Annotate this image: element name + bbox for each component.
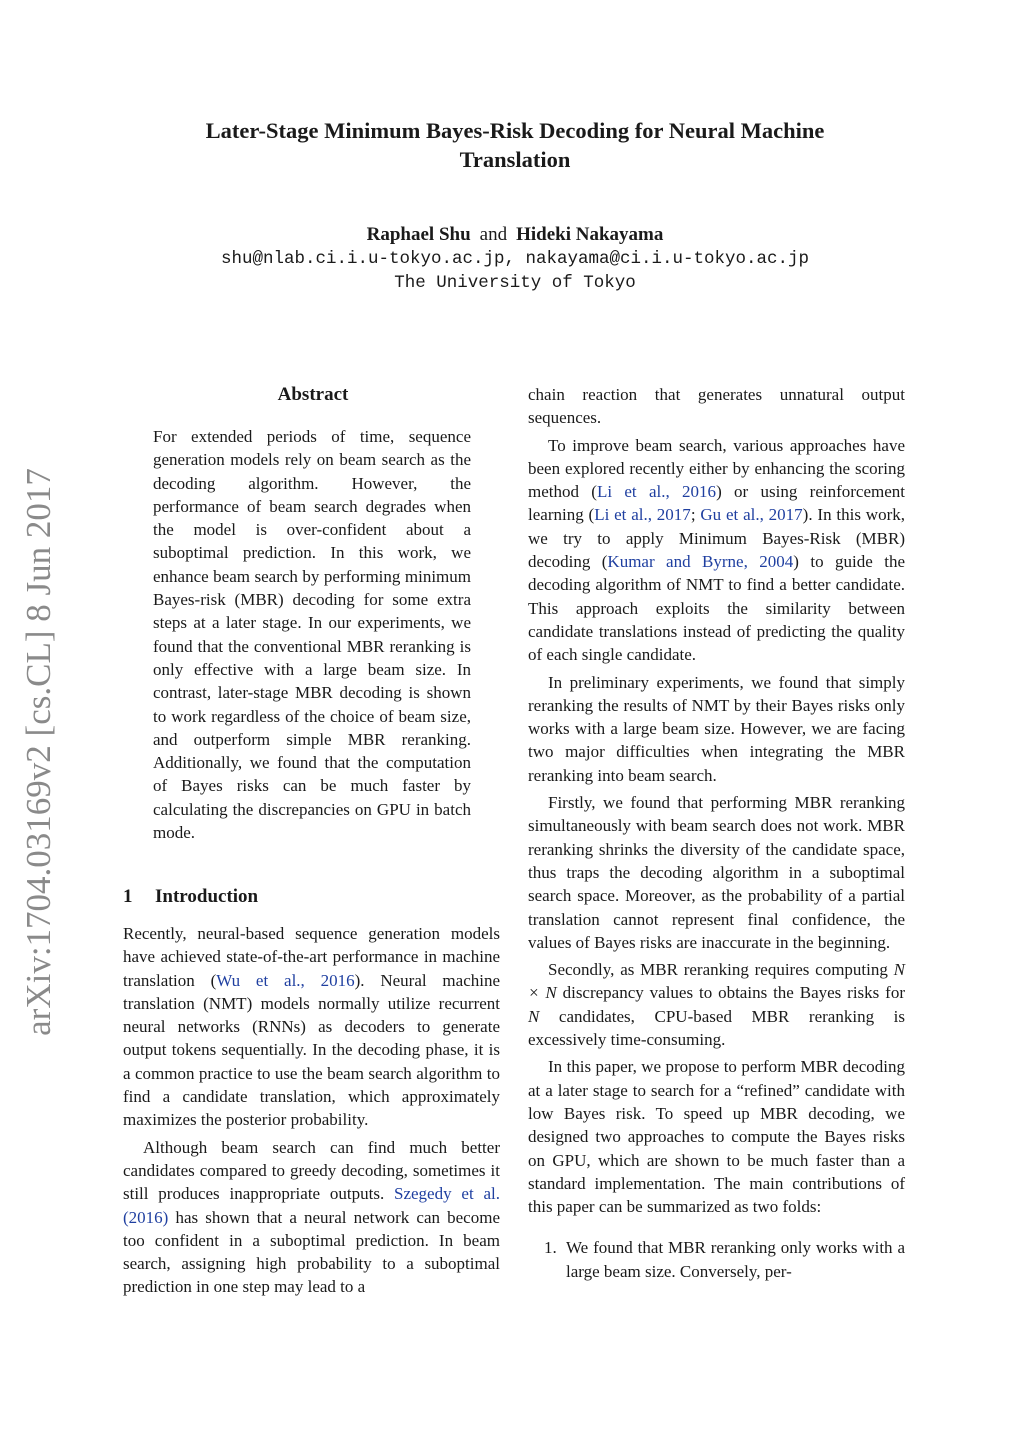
text-run: ). In this work, we try to apply Minimum Bayes-Risk (MBR) decoding (	[528, 505, 905, 572]
text-run: To improve beam search, various approaches have been explored recently either by enhancing the scoring method (	[528, 435, 905, 502]
paragraph: In preliminary experiments, we found that simply reranking the results of NMT by their Bayes risks only works with a large beam size. However, we are facing two major difficulties when integrating the MBR reranking into beam search.	[528, 672, 905, 785]
author-joiner: and	[479, 224, 508, 245]
text-run: candidates, CPU-based MBR reranking is excessively time-consuming.	[528, 1006, 905, 1050]
author-affiliation: The University of Tokyo	[394, 273, 636, 293]
text-run: ) to guide the decoding algorithm of NMT to find a better candidate. This approach exploits the similarity between candidate translations instead of predicting the quality of each single candidate.	[528, 552, 906, 665]
list-marker: 1.	[544, 1238, 557, 1258]
author-line	[150, 222, 880, 248]
text-run: Recently, neural-based sequence generation models have achieved state-of-the-art performance in machine translation (	[123, 924, 500, 990]
author-name: Raphael Shu	[366, 224, 471, 245]
citation-link[interactable]: Wu et al., 2016	[216, 970, 355, 990]
paragraph	[528, 434, 905, 667]
paragraph	[123, 1136, 500, 1299]
text-run: discrepancy values to obtains the Bayes risks for	[556, 983, 905, 1003]
left-column-body	[123, 922, 500, 1303]
citation-link[interactable]: Li et al., 2017	[594, 505, 691, 525]
list-item-text: We found that MBR reranking only works with a large beam size. Conversely, per-	[566, 1238, 905, 1281]
abstract-text: For extended periods of time, sequence generation models rely on beam search as the decoding algorithm. However, the performance of beam search degrades when the model is over-confident about a suboptimal prediction. In this work, we enhance beam search by performing minimum Bayes-risk (MBR) decoding for some extra steps at a later stage. In our experiments, we found that the conventional MBR reranking is only effective with a large beam size. In contrast, later-stage MBR decoding is shown to work regardless of the choice of beam size, and outperform simple MBR reranking. Additionally, we found that the computation of Bayes risks can be much faster by calculating the discrepancies on GPU in batch mode.	[153, 427, 471, 843]
author-emails: shu@nlab.ci.i.u-tokyo.ac.jp, nakayama@ci.i.u-tokyo.ac.jp	[220, 249, 810, 269]
paragraph	[528, 958, 905, 1051]
text-run: ;	[690, 505, 701, 525]
citation-link[interactable]: Gu et al., 2017	[700, 505, 803, 525]
text-run: ) or using reinforcement learning (	[528, 482, 905, 525]
paragraph	[123, 922, 500, 1132]
paragraph: In this paper, we propose to perform MBR decoding at a later stage to search for a “refined” candidate with low Bayes risk. To speed up MBR decoding, we designed two approaches to compute the Bayes risks on GPU, which are shown to be much faster than a standard implementation. The main contributions of this paper can be summarized as two folds:	[528, 1057, 905, 1217]
abstract-heading: Abstract	[277, 384, 349, 405]
citation-link[interactable]: Kumar and Byrne, 2004	[607, 552, 794, 572]
citation-link[interactable]: Li et al., 2016	[596, 482, 717, 502]
text-run: Although beam search can find much better candidates compared to greedy decoding, sometimes it still produces inappropriate outputs.	[123, 1137, 500, 1204]
math-expression: N	[528, 1006, 540, 1026]
text-run: Secondly, as MBR reranking requires computing	[548, 960, 894, 980]
right-column-body	[528, 383, 905, 1283]
author-name: Hideki Nakayama	[516, 224, 664, 245]
arxiv-identifier-stamp: arXiv:1704.03169v2 [cs.CL] 8 Jun 2017	[19, 468, 58, 1036]
text-run: ). Neural machine translation (NMT) models normally utilize recurrent neural networks (RNNs) as decoders to generate output tokens sequentially. In the decoding phase, it is a common practice to use the beam search algorithm to find a candidate translation, which approximately maximizes the posterior probability.	[123, 970, 501, 1130]
section-title: Introduction	[155, 886, 259, 907]
list-item	[528, 1236, 905, 1283]
citation-link[interactable]: Szegedy et al. (2016)	[123, 1184, 500, 1227]
paragraph: Firstly, we found that performing MBR reranking simultaneously with beam search does not work. MBR reranking shrinks the diversity of the candidate space, thus traps the decoding algorithm in a suboptimal search space. Moreover, as the probability of a partial translation cannot represent final confidence, the values of Bayes risks are inaccurate in the beginning.	[528, 793, 905, 952]
paper-title: Later-Stage Minimum Bayes-Risk Decoding for Neural Machine Translation	[205, 118, 825, 172]
section-number: 1	[123, 886, 133, 907]
text-run: has shown that a neural network can become too confident in a suboptimal prediction. In beam search, assigning high probability to a suboptimal prediction in one step may lead to a	[123, 1207, 500, 1297]
paragraph: chain reaction that generates unnatural output sequences.	[528, 385, 905, 428]
section-heading-introduction	[123, 884, 503, 910]
math-expression: N × N	[528, 960, 905, 1003]
